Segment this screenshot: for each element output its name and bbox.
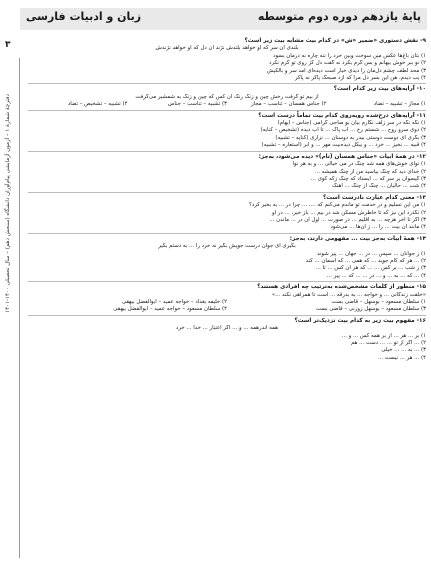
divider — [28, 233, 426, 234]
question-9-option-1[interactable]: ۱) بتان باغ‌ها عکس میں سوخت وبین خرد را ننه چاره نه درمان بسود — [273, 52, 426, 59]
divider — [28, 151, 426, 152]
question-11-option-1[interactable]: ۱) نگه نگه در سر زلف نگارم بیان بو صاحی گرامی (جناس – ایهام) — [277, 120, 426, 127]
question-10-title: ۱۰- آرایه‌های بیت زیر کدام است؟ — [333, 86, 426, 93]
question-9-prompt: بلندی آن سر که او خواهد بلندش نژند آن دل که او خواهد نژندش — [155, 45, 299, 52]
question-11-option-4[interactable]: ۴) قبیه ... بخیز ... خرد ... و بیکل دیده‌بیت مهر ... و آبر (استعاره – تشبیه) — [261, 142, 426, 149]
question-16-option-3[interactable]: ۳) ... به ... ... خیلی — [381, 347, 426, 354]
question-9-title: ۹- نقش دستوری «ضمیر «ش» در کدام بیت مشابه بیت زیر است؟ — [244, 38, 426, 44]
question-16-title: ۱۶- مفهوم بیت زیر به کدام بیت نزدیک‌تر است؟ — [294, 317, 426, 324]
question-14-option-4[interactable]: ۴) ... که ... به ... و ... در ... ... که ... پیر ... — [326, 272, 426, 279]
question-15-option-4[interactable]: ۴) سلطان مسعود – خواجه عمید – ابوالفضل بیهقی — [113, 306, 227, 313]
question-12-option-2[interactable]: ۲) خدای دید که چنگ بیاسید من از چنگ همیشه ... — [314, 168, 426, 175]
question-14-prompt: بگیری ای جوان درست جویش بگیر نه خرد را ... به دستم بگیر — [158, 243, 296, 250]
question-13-option-3[interactable]: ۳) اگر تا آخر هرچه ... به اقلیم ... در صورت ... اول آن در ... ماندن ... — [269, 216, 426, 223]
side-divider — [19, 58, 20, 558]
question-10-option-4[interactable]: ۴) تشبیه – تشخیص – تضاد — [67, 101, 128, 108]
divider — [28, 110, 426, 111]
question-16-option-2[interactable]: ۲) ... اگر از تو ... ... دست ... هم — [350, 340, 426, 347]
question-10-option-2[interactable]: ۲) جناس همسان – تناسب – مجاز — [251, 101, 327, 108]
side-strip — [4, 34, 18, 560]
question-11-option-3[interactable]: ۳) بگری ای دوست دوستی بیدر به دوسنان ... نزاری (کنایه – تشبیه) — [275, 134, 426, 141]
question-12-option-1[interactable]: ۱) نوای خوش‌های همه شد چنگ در می خیالی ... و به هر نوا — [292, 161, 426, 168]
questions-area — [28, 36, 426, 560]
question-9-option-2[interactable]: ۲) نو ببر خوش بیهانم و بس گرم بکرد نه گفت دل کز روی تو گرم نکرد — [269, 60, 426, 67]
divider — [28, 281, 426, 282]
page-header — [0, 0, 431, 34]
question-13-title: ۱۳- معنی کدام عبارت نادرست است؟ — [322, 194, 426, 201]
grade-title: پایهٔ یازدهم دوره دوم متوسطه — [257, 10, 421, 23]
question-10-options — [28, 101, 426, 108]
subject-title: زبان و ادبیات فارسی — [26, 10, 142, 23]
page-number: ۳ — [5, 40, 11, 50]
question-15-title: ۱۵- منظور از کلمات مشخص‌شده به‌ترتیب چه افرادی هستند؟ — [257, 284, 426, 291]
question-16-option-1[interactable]: ۱) بر ... هر ... از بر همه کس ... و ... — [341, 332, 426, 339]
question-11-title: ۱۱- آرایه‌های درج‌شده روبه‌روی کدام بیت تماماً درست است؟ — [258, 112, 426, 119]
divider — [28, 315, 426, 316]
divider — [28, 83, 426, 84]
question-12-title: ۱۲- در همهٔ ابیات «جناس همسان (تام)» دیده می‌شود، به‌جز: — [258, 153, 426, 160]
question-12-option-3[interactable]: ۳) گیسوان بر سر که ... ایستاد که چنگ زکه کوی ... — [310, 175, 426, 182]
question-14-option-2[interactable]: ۲) ... هر که کام جوید ... که همی ... که اسمان ... کند — [305, 257, 426, 264]
question-10-prompt: از بیم تو گرفت رخش چین و زنگ رنگ آن کس که چین و زنگ به شمشیر می‌گرفت — [135, 93, 319, 100]
question-16-option-4[interactable]: ۴) ... هر ... نیست ... — [377, 354, 426, 361]
question-14-option-1[interactable]: ۱) ز جوانان ... سپس ... در ... جهان ... پیر شوند — [317, 250, 426, 257]
question-13-option-2[interactable]: ۲) نگذرد این نیز که تا خاطرش مسکن شد در بیم ... باز خیر، ... در او — [271, 209, 426, 216]
question-9-option-3[interactable]: ۳) محد لطف چشم دل‌مان را دیدی خیار است دیده‌ای آمد سر و بالکیش — [266, 67, 426, 74]
question-15-option-1[interactable]: ۱) سلطان مسعود – بوسهل – قاضی بست — [331, 299, 426, 305]
question-15-options-row-2 — [28, 306, 426, 313]
divider — [28, 192, 426, 193]
question-13-option-4[interactable]: ۴) مانند آن بیت ... را ... ز آن‌ها ... می‌شود — [330, 224, 426, 231]
question-9-option-4[interactable]: ۴) یب دیدم، هن این بسر دل مرا که ازد صبحگ پاکر نه پاکر — [294, 75, 426, 82]
question-15-option-3[interactable]: ۳) سلطان مسعود – بوسهل زوزنی – قاضی بست — [316, 306, 426, 313]
booklet-caption: دفترچهٔ شمارهٔ ۱ – آزمون آزمایشی پیام‌آوران دانشگاه (سنجش دهم) – سال تحصیلی ۱۴۰۰-۱۴۰۱ — [5, 94, 11, 313]
question-10-option-1[interactable]: ۱) مجاز – تشبیه – تضاد — [373, 101, 426, 108]
question-16-prompt: همه اندرهمه ... و ... اگر اعتبار ... خدا ... خرد — [175, 325, 279, 332]
question-15-prompt: «خلقت زندگانی ... و خواجه ... به بدرقه ... است تا همراهی نکند ...» — [271, 291, 426, 298]
question-15-option-2[interactable]: ۲) خلیفه بغداد – خواجه عمید – ابوالفضل بیهقی — [121, 299, 227, 305]
question-14-title: ۱۴- همهٔ ابیات به‌جز بیت ... مفهومی دارند، به‌جز: — [289, 235, 426, 242]
question-11-option-2[interactable]: ۲) دوی سرو روح ... شستم رخ ... آب پاک ... تا آب دیده (تشخیص – کنایه) — [260, 127, 426, 134]
question-12-option-4[interactable]: ۴) شب ... حالیان ... چنگ از چنگ ... آهنگ — [332, 183, 426, 190]
question-13-option-1[interactable]: ۱) من این تسلیم و در خدمت تو ماندم می‌کنم که ...، ... چرا در ... به بخیر کرد؟ — [248, 202, 426, 209]
question-14-option-3[interactable]: ۳) ز شب ... بر کس ... ... که هر آن کس ... تا ... — [315, 265, 426, 272]
question-10-option-3[interactable]: ۳) تشبیه – تناسب – جناس — [167, 101, 227, 108]
question-15-options-row-1 — [28, 299, 426, 306]
